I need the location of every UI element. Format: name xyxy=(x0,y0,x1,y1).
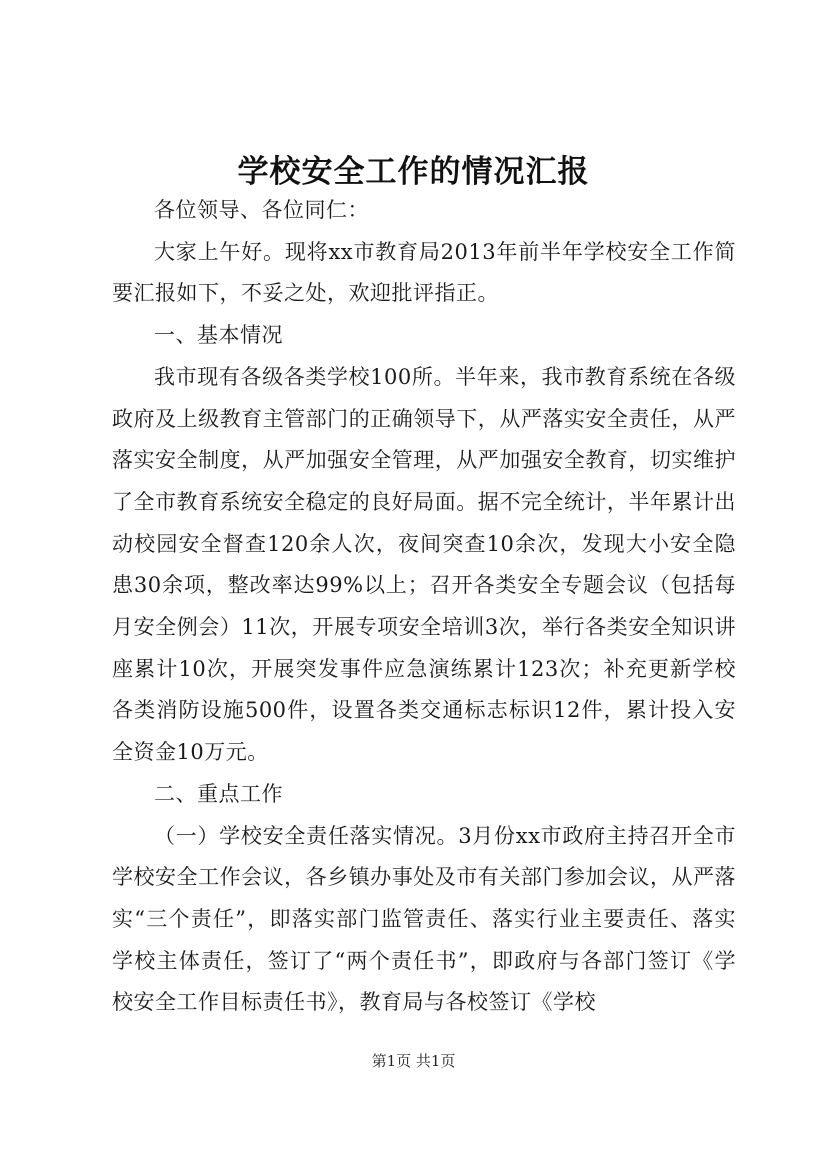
salutation: 各位领导、各位同仁： xyxy=(154,198,369,222)
section-heading-key-work: 二、重点工作 xyxy=(154,781,283,806)
intro-paragraph: 大家上午好。现将xx市教育局2013年前半年学校安全工作简要汇报如下，不妥之处，欢迎批评指正。 xyxy=(112,239,736,306)
section-heading-basic: 一、基本情况 xyxy=(154,323,283,348)
basic-situation-paragraph: 我市现有各级各类学校100所。半年来，我市教育系统在各级政府及上级教育主管部门的正确领导下，从严落实安全责任，从严落实安全制度，从严加强安全管理，从严加强安全教育，切实维护了全市教育系统安全稳定的良好局面。据不完全统计，半年累计出动校园安全督查120余人次，夜间突查10余次，发现大小安全隐患30余项，整改率达99%以上；召开各类安全专题会议（包括每月安全例会）11次，开展专项安全培训3次，举行各类安全知识讲座累计10次，开展突发事件应急演练累计123次；补充更新学校各类消防设施500件，设置各类交通标志标识12件，累计投入安全资金10万元。 xyxy=(112,364,736,765)
page-number-footer: 第1页 共1页 xyxy=(371,1052,456,1070)
document-body xyxy=(112,190,736,1024)
responsibility-paragraph: （一）学校安全责任落实情况。3月份xx市政府主持召开全市学校安全工作会议，各乡镇办事处及市有关部门参加会议，从严落实“三个责任”，即落实部门监管责任、落实行业主要责任、落实学校主体责任，签订了“两个责任书”，即政府与各部门签订《学校安全工作目标责任书》，教育局与各校签订《学校 xyxy=(112,823,736,1015)
document-title: 学校安全工作的情况汇报 xyxy=(237,154,590,190)
